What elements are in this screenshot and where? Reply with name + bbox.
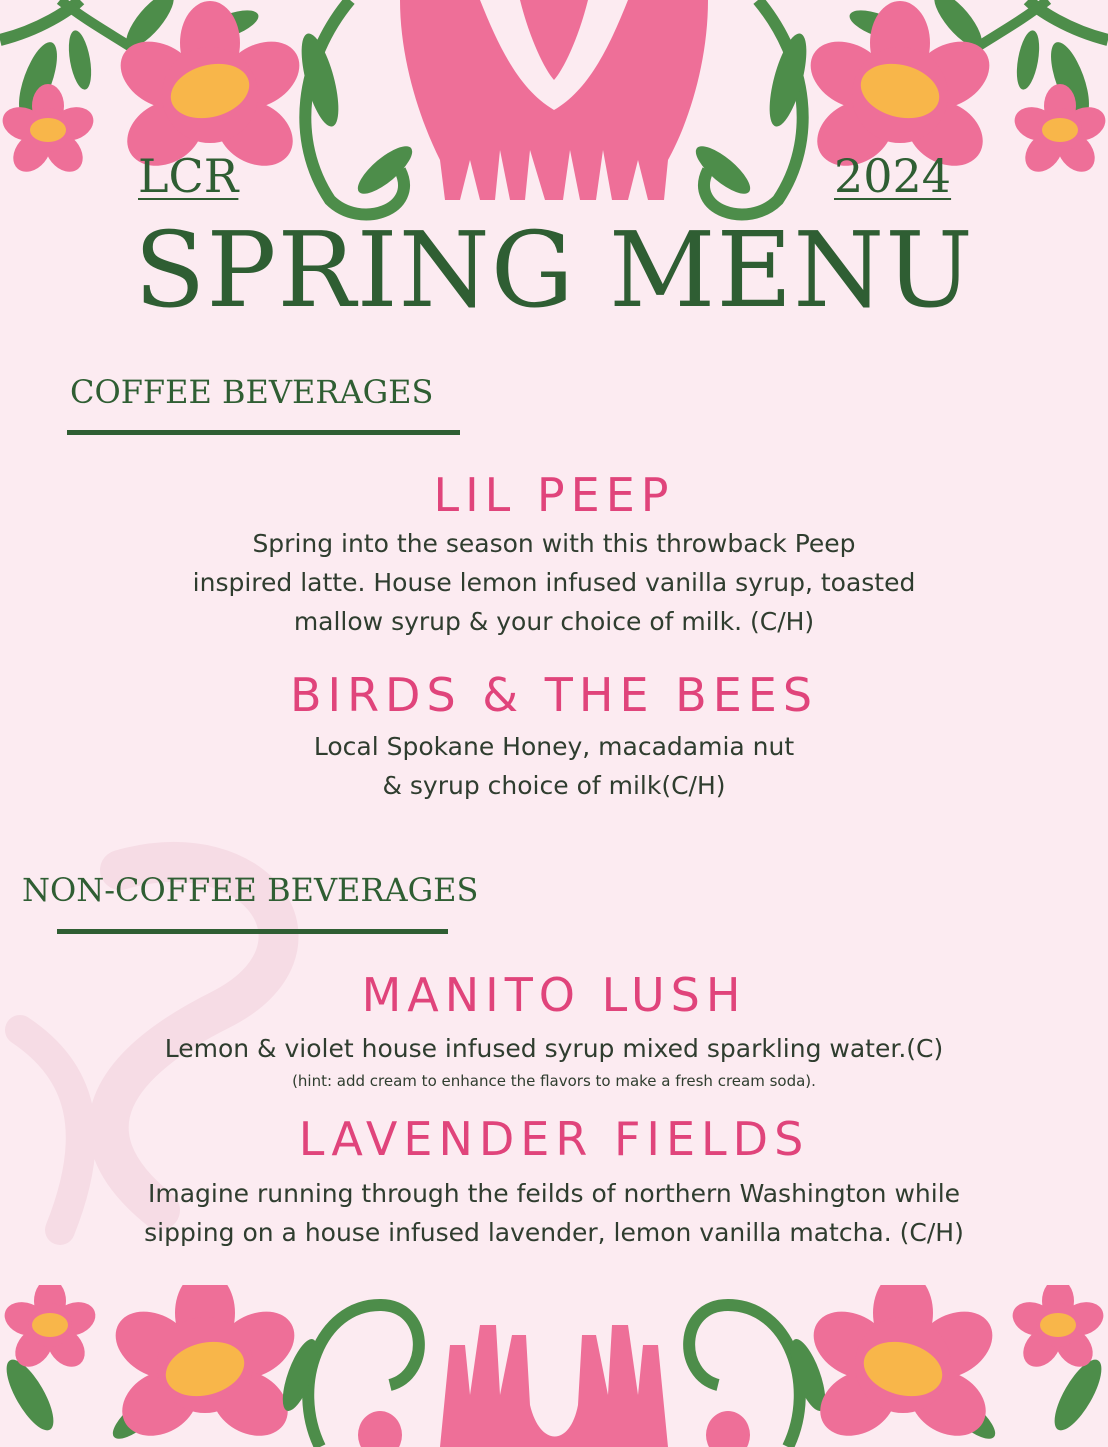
section-heading-non-coffee: NON-COFFEE BEVERAGES [22,871,479,909]
menu-item-description: Spring into the season with this throwback Peep inspired latte. House lemon infused vanilla syrup, toasted mallow syrup & your choice of milk. (C/H) [192,529,916,636]
menu-item-hint: (hint: add cream to enhance the flavors to make a fresh cream soda). [292,1072,816,1090]
menu-item-name: LAVENDER FIELDS [298,1112,810,1166]
flower-icon [802,1285,1005,1447]
menu-item-name: MANITO LUSH [361,968,747,1022]
flower-icon [104,1285,307,1447]
menu-item-description: Lemon & violet house infused syrup mixed sparkling water.(C) [164,1034,944,1063]
bottom-floral-decoration [0,1285,1108,1447]
menu-item-name: LIL PEEP [433,468,675,522]
menu-item-description: Imagine running through the feilds of northern Washington while sipping on a house infused lavender, lemon vanilla matcha. (C/H) [144,1179,964,1247]
menu-item-name: BIRDS & THE BEES [289,668,819,722]
header-year: 2024 [834,149,952,203]
section-divider [67,430,460,435]
menu-item-description: Local Spokane Honey, macadamia nut & syrup choice of milk(C/H) [313,732,795,800]
header-left-label: LCR [138,149,239,203]
page-title: SPRING MENU [134,209,974,331]
section-heading-coffee: COFFEE BEVERAGES [70,373,434,411]
section-divider [57,929,448,934]
